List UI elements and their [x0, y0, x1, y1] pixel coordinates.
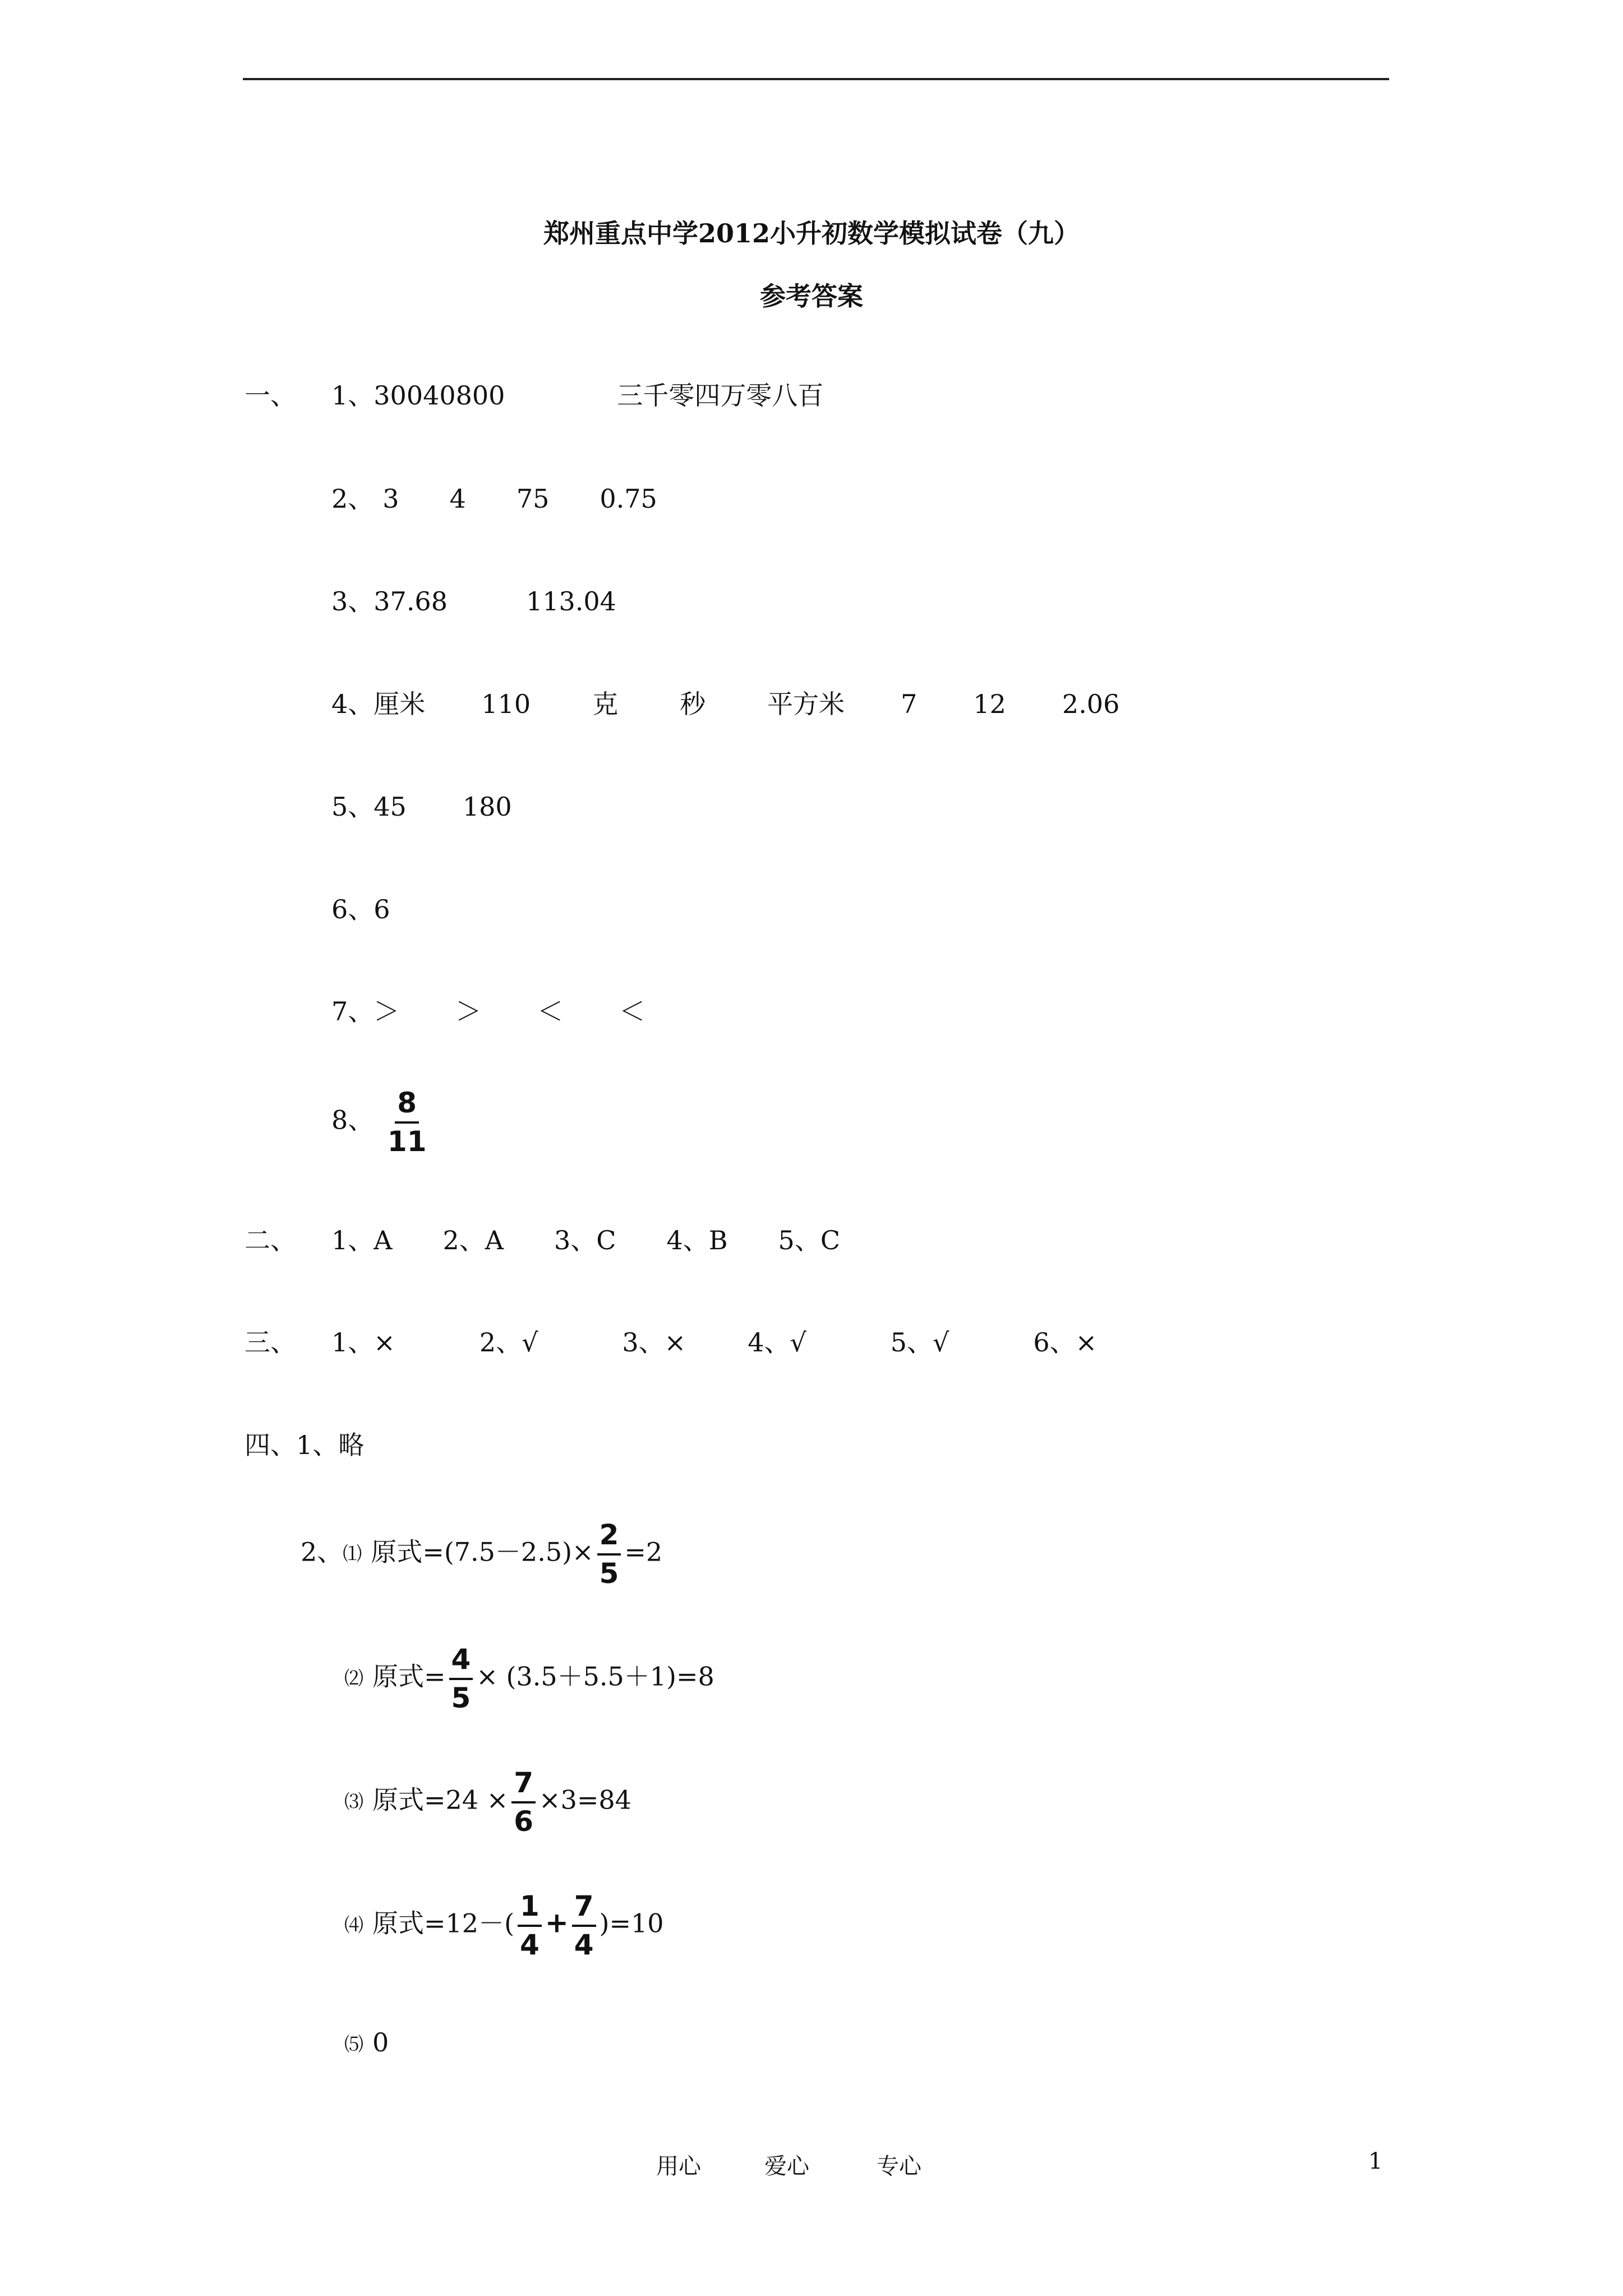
page-title: 郑州重点中学2012小升初数学模拟试卷（九） — [543, 218, 1080, 249]
answer-1-5: 5、45 180 — [331, 792, 512, 822]
section-3-label: 三、 — [245, 1327, 296, 1358]
footer-motto-2: 爱心 — [764, 2154, 809, 2179]
footer-motto-1: 用心 — [656, 2154, 701, 2179]
answer-4-2-3: ⑶ 原式=24 × $\frac{7}{6}$ ×3=84 — [344, 1766, 631, 1838]
answer-4-2-2: ⑵ 原式= $\frac{4}{5}$ × (3.5＋5.5＋1)=8 — [344, 1643, 714, 1714]
answer-4-2-4: ⑷ 原式=12－( $\frac{1}{4}$ + $\frac{7}{4}$ )=10 — [344, 1890, 664, 1961]
answer-1-6: 6、6 — [331, 894, 390, 924]
page-number: 1 — [1368, 2148, 1383, 2174]
answer-1-8: 8、 $\frac{8}{11}$ — [331, 1088, 432, 1156]
answer-1-3: 3、37.68 113.04 — [331, 586, 616, 616]
footer-motto-3: 专心 — [877, 2154, 921, 2179]
answer-1-1: 1、30040800 三千零四万零八百 — [331, 380, 824, 411]
section-1-label: 一、 — [245, 380, 296, 411]
section-2-label: 二、 — [245, 1225, 296, 1255]
header-rule — [243, 78, 1389, 80]
answer-1-7: 7、＞ ＞ ＜ ＜ — [331, 996, 645, 1027]
page-subtitle: 参考答案 — [760, 281, 863, 311]
answer-4-1: 四、1、略 — [245, 1430, 365, 1460]
fraction-8-11: $\frac{8}{11}$ — [387, 1087, 427, 1158]
answer-2-row: 1、A 2、A 3、C 4、B 5、C — [331, 1225, 841, 1255]
answer-1-2: 2、 3 4 75 0.75 — [331, 484, 657, 514]
answer-3-row: 1、× 2、√ 3、× 4、√ 5、√ 6、× — [331, 1327, 1098, 1358]
answer-4-2-1: 2、⑴ 原式=(7.5－2.5)× $\frac{2}{5}$ =2 — [301, 1519, 663, 1590]
answer-1-4: 4、厘米 110 克 秒 平方米 7 12 2.06 — [331, 689, 1120, 719]
answer-4-2-5: ⑸ 0 — [344, 2027, 389, 2058]
